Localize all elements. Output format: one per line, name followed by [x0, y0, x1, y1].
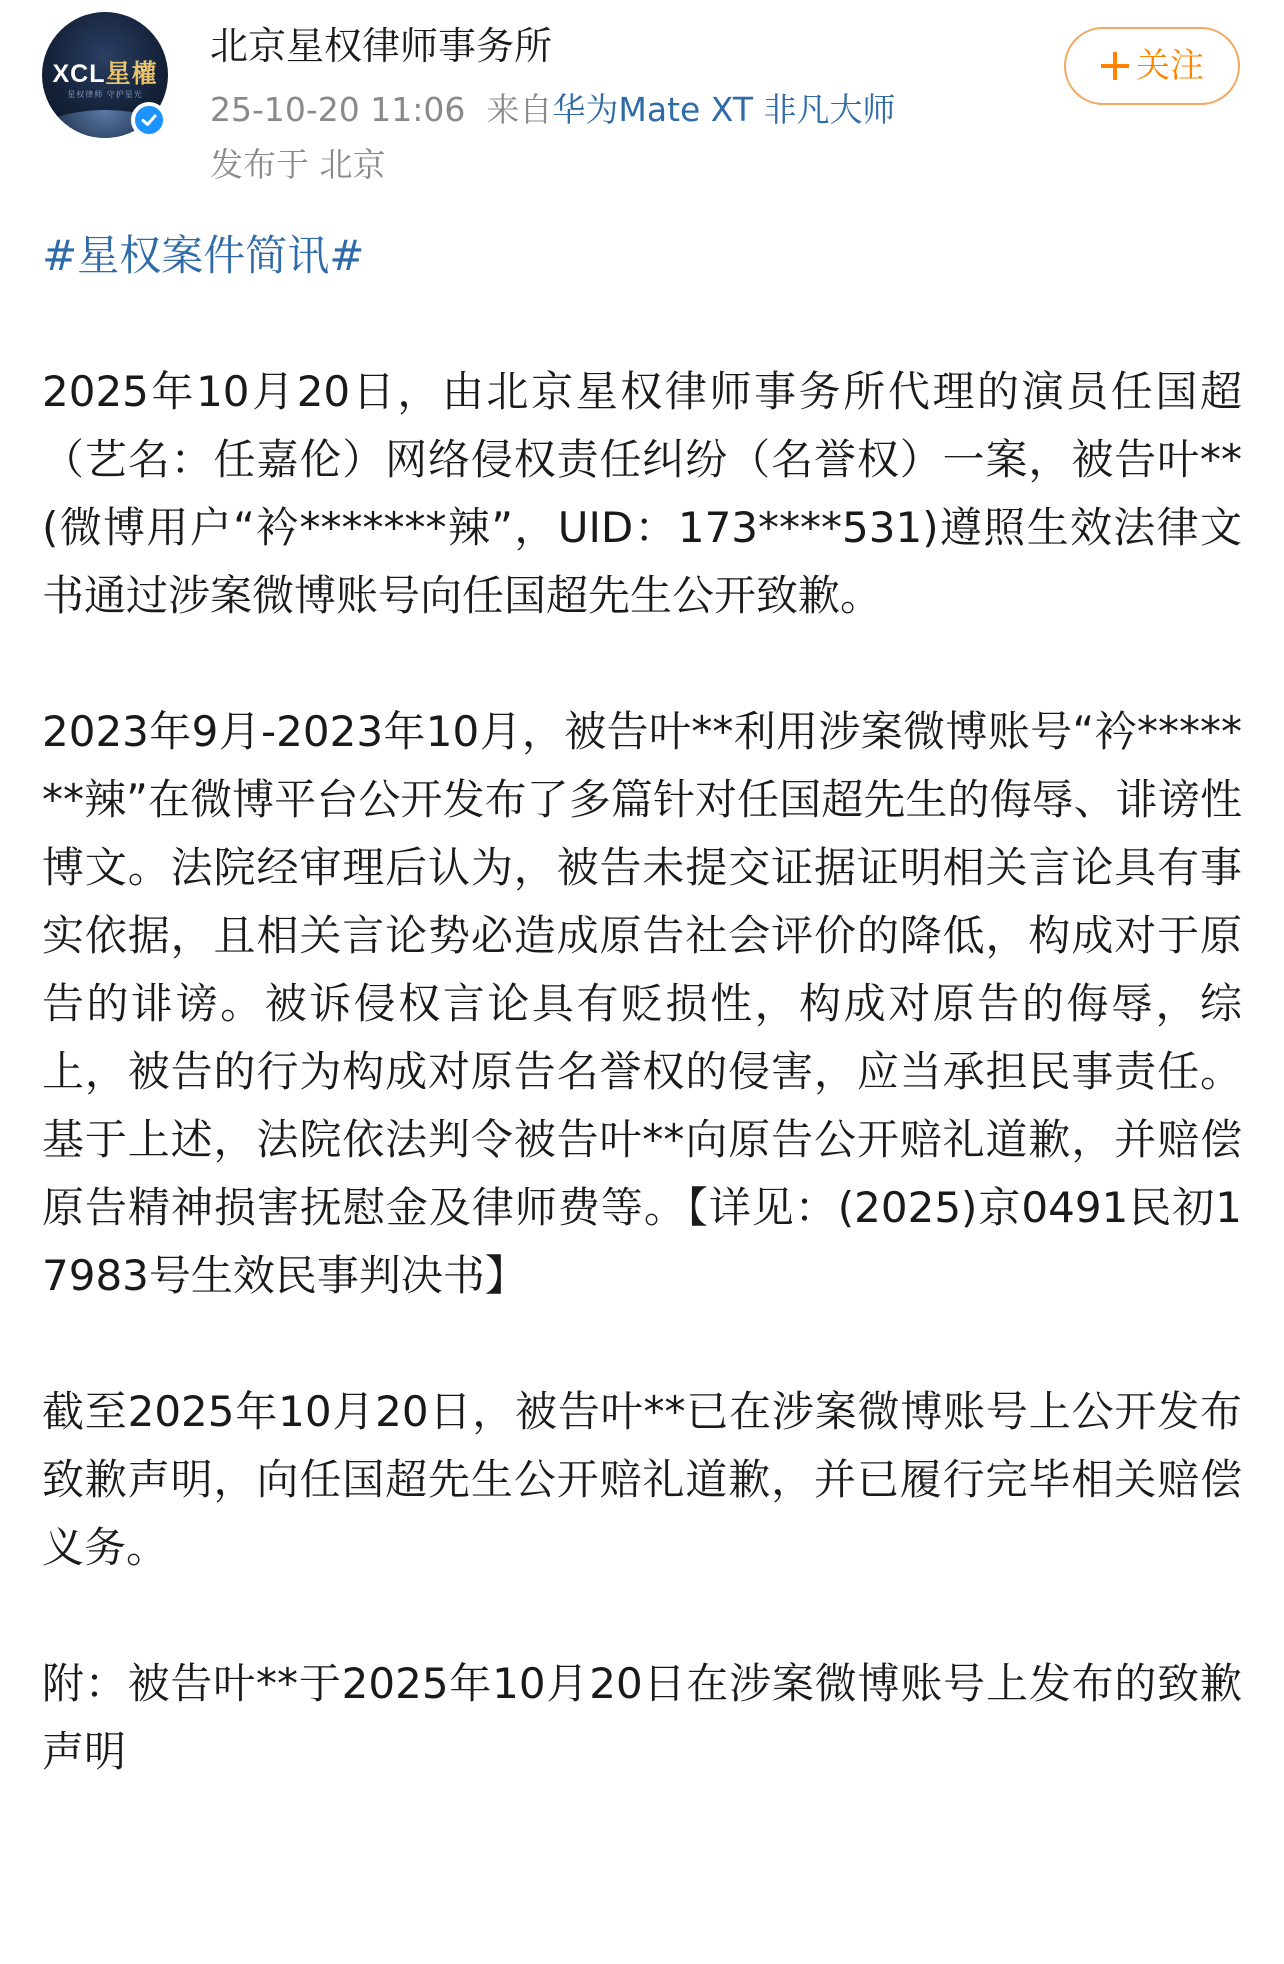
post-meta	[210, 88, 895, 132]
post-body	[42, 222, 1242, 1786]
avatar-tagline: 星权律师 守护星光	[67, 90, 143, 99]
avatar-logo	[42, 54, 168, 90]
post-paragraph: 2025年10月20日，由北京星权律师事务所代理的演员任国超（艺名：任嘉伦）网络侵权责任纠纷（名誉权）一案，被告叶**(微博用户“衿*******辣”，UID：173****531)遵照生效法律文书通过涉案微博账号向任国超先生公开致歉。	[42, 367, 1242, 620]
account-name[interactable]: 北京星权律师事务所	[210, 24, 553, 68]
hashtag-link[interactable]: #星权案件简讯#	[42, 231, 365, 280]
verified-check-icon	[131, 102, 167, 138]
post-paragraph: 截至2025年10月20日，被告叶**已在涉案微博账号上公开发布致歉声明，向任国超先生公开赔礼道歉，并已履行完毕相关赔偿义务。	[42, 1387, 1242, 1572]
follow-button[interactable]	[1064, 27, 1240, 105]
post-location: 发布于 北京	[210, 145, 386, 184]
post-paragraph: 附：被告叶**于2025年10月20日在涉案微博账号上发布的致歉声明	[42, 1659, 1242, 1776]
plus-icon	[1100, 51, 1130, 81]
avatar-logo-mark: 星權	[105, 60, 158, 88]
device-link[interactable]: 华为Mate XT 非凡大师	[552, 90, 896, 129]
follow-label: 关注	[1136, 46, 1204, 86]
avatar-logo-text: XCL	[52, 60, 106, 88]
paragraph-gap	[42, 290, 1242, 358]
verified-check-glyph	[140, 111, 158, 129]
paragraph-gap	[42, 1582, 1242, 1650]
post-timestamp: 25-10-20 11:06	[210, 90, 466, 129]
source-prefix: 来自	[486, 90, 553, 129]
post-header	[0, 0, 1284, 190]
paragraph-gap	[42, 630, 1242, 698]
paragraph-gap	[42, 1310, 1242, 1378]
post-paragraph: 2023年9月-2023年10月，被告叶**利用涉案微博账号“衿*******辣”在微博平台公开发布了多篇针对任国超先生的侮辱、诽谤性博文。法院经审理后认为，被告未提交证据证明相关言论具有事实依据，且相关言论势必造成原告社会评价的降低，构成对于原告的诽谤。被诉侵权言论具有贬损性，构成对原告的侮辱，综上，被告的行为构成对原告名誉权的侵害，应当承担民事责任。基于上述，法院依法判令被告叶**向原告公开赔礼道歉，并赔偿原告精神损害抚慰金及律师费等。【详见：(2025)京0491民初17983号生效民事判决书】	[42, 707, 1242, 1300]
